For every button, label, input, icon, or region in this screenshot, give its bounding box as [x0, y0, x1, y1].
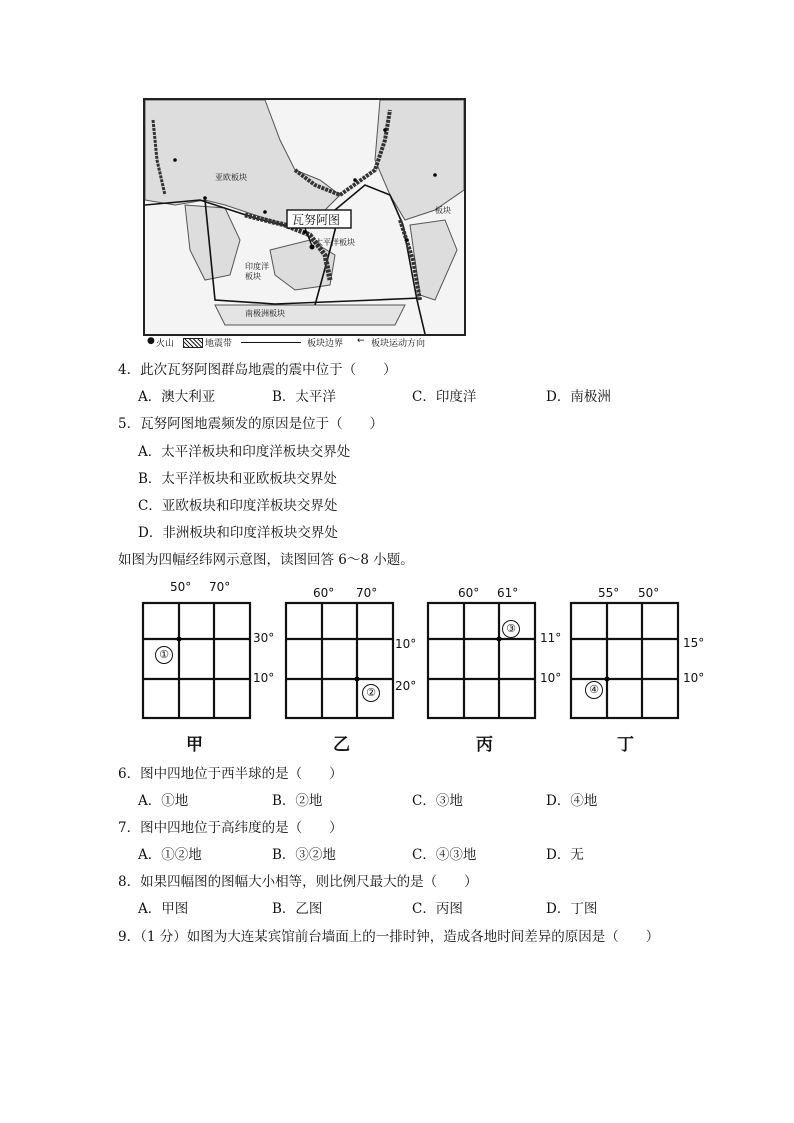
map-legend — [143, 336, 465, 350]
question-6-option-c: C．③地 — [412, 793, 463, 809]
question-8-option-a: A．甲图 — [138, 901, 189, 917]
question-5-option-d: D．非洲板块和印度洋板块交界处 — [138, 525, 338, 541]
question-7-option-b: B．③②地 — [272, 847, 336, 863]
legend-volcano-icon: ● — [147, 336, 155, 346]
question-8-option-b: B．乙图 — [272, 901, 323, 917]
grid-yi-side-label-2: 20° — [395, 679, 417, 693]
legend-direction-arrow-icon: ← — [357, 336, 365, 346]
question-6-option-d: D．④地 — [546, 793, 598, 809]
grid-jia-name: 甲 — [186, 735, 203, 755]
legend-volcano: 火山 — [156, 339, 175, 349]
grid-yi-side-label-1: 10° — [395, 637, 417, 651]
map-plate-label-eurasia: 亚欧板块 — [215, 173, 247, 182]
question-5-option-a: A．太平洋板块和印度洋板块交界处 — [138, 444, 351, 460]
map-plate-label-antarctic: 南极洲板块 — [245, 309, 285, 318]
question-6-stem: 6．图中四地位于西半球的是（ ） — [118, 766, 343, 782]
grid-ding-side-label-1: 15° — [683, 636, 705, 650]
grid-jia-point-marker: ① — [155, 646, 173, 664]
grid-yi-top-label-2: 70° — [356, 586, 378, 600]
grid-bing-top-label-2: 61° — [497, 586, 519, 600]
grid-ding-name: 丁 — [617, 735, 634, 755]
legend-boundary: 板块边界 — [307, 339, 344, 349]
grid-yi-name: 乙 — [333, 735, 350, 755]
grid-yi-top-label-1: 60° — [313, 586, 335, 600]
question-4-option-b: B．太平洋 — [272, 389, 336, 405]
grid-yi-point-marker: ② — [362, 684, 380, 702]
grid-bing-side-label-2: 10° — [540, 671, 562, 685]
question-7-option-a: A．①②地 — [138, 847, 202, 863]
grids-lines — [0, 578, 794, 758]
question-7-stem: 7．图中四地位于高纬度的是（ ） — [118, 820, 343, 836]
legend-seismic-belt: 地震带 — [205, 339, 233, 349]
question-4-option-d: D．南极洲 — [546, 389, 611, 405]
question-4-option-a: A．澳大利亚 — [138, 389, 216, 405]
map-plate-label-right: 板块 — [435, 206, 451, 215]
question-6-option-b: B．②地 — [272, 793, 323, 809]
grid-jia-side-label-2: 10° — [253, 671, 275, 685]
question-5-option-c: C．亚欧板块和印度洋板块交界处 — [138, 498, 338, 514]
question-5-option-b: B．太平洋板块和亚欧板块交界处 — [138, 471, 337, 487]
question-6-option-a: A．①地 — [138, 793, 189, 809]
plate-map — [143, 98, 466, 336]
question-4-stem: 4．此次瓦努阿图群岛地震的震中位于（ ） — [118, 362, 397, 378]
intro-6-8: 如图为四幅经纬网示意图，读图回答 6～8 小题。 — [118, 552, 414, 568]
grid-bing-name: 丙 — [476, 735, 493, 755]
lat-long-grids — [0, 578, 794, 758]
grid-bing-point-marker: ③ — [502, 620, 520, 638]
map-plate-label-indian: 印度洋板块 — [245, 262, 269, 281]
legend-direction: 板块运动方向 — [371, 339, 426, 349]
grid-jia-top-label-1: 50° — [170, 580, 192, 594]
map-callout-label: 瓦努阿图 — [292, 213, 341, 227]
question-7-option-c: C．④③地 — [412, 847, 477, 863]
question-8-stem: 8．如果四幅图的图幅大小相等，则比例尺最大的是（ ） — [118, 874, 478, 890]
grid-jia-side-label-1: 30° — [253, 631, 275, 645]
grid-ding-side-label-2: 10° — [683, 671, 705, 685]
grid-ding-top-label-2: 50° — [638, 586, 660, 600]
grid-ding-top-label-1: 55° — [598, 586, 620, 600]
legend-boundary-line-icon — [241, 342, 301, 343]
question-8-option-d: D．丁图 — [546, 901, 598, 917]
question-9-stem: 9．（1 分）如图为大连某宾馆前台墙面上的一排时钟，造成各地时间差异的原因是（ ） — [118, 929, 660, 945]
grid-bing-top-label-1: 60° — [458, 586, 480, 600]
question-4-option-c: C．印度洋 — [412, 389, 477, 405]
grid-ding-point-marker: ④ — [585, 681, 603, 699]
grid-bing-side-label-1: 11° — [540, 631, 562, 645]
question-8-option-c: C．丙图 — [412, 901, 463, 917]
question-5-stem: 5．瓦努阿图地震频发的原因是位于（ ） — [118, 416, 384, 432]
legend-seismic-belt-icon — [183, 338, 203, 348]
question-7-option-d: D．无 — [546, 847, 584, 863]
map-plate-label-pacific: 太平洋板块 — [315, 238, 355, 247]
grid-jia-top-label-2: 70° — [209, 580, 231, 594]
